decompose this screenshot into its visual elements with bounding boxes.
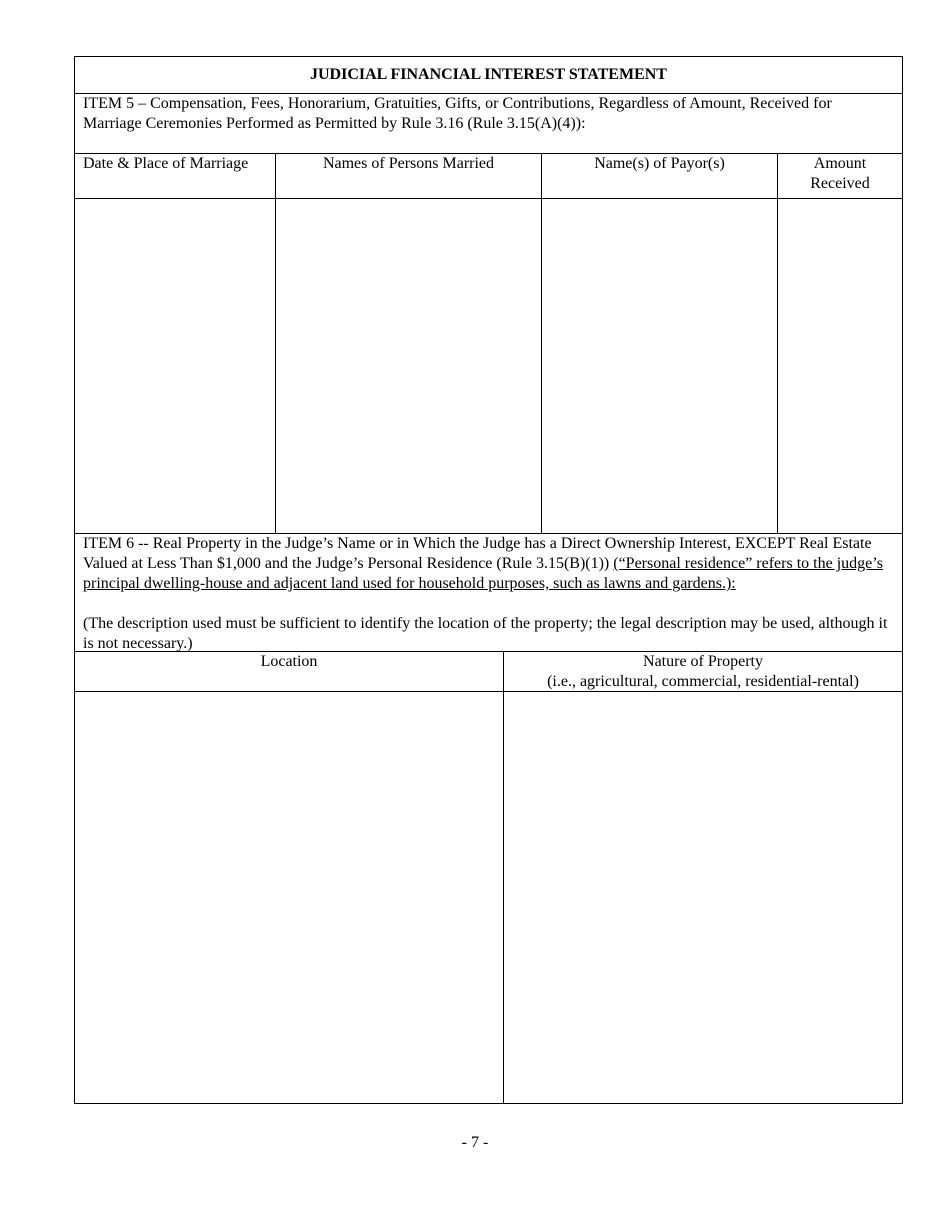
item5-col-date-place: Date & Place of Marriage bbox=[75, 154, 276, 198]
item6-col-location: Location bbox=[75, 652, 504, 691]
item5-date-place-field[interactable] bbox=[75, 199, 276, 533]
item6-description bbox=[75, 534, 902, 652]
item5-header-row bbox=[75, 154, 902, 199]
page-number: - 7 - bbox=[461, 1134, 489, 1151]
item6-description-text: ITEM 6 -- Real Property in the Judge’s Name or in Which the Judge has a Direct Ownership Interest, EXCEPT Real Estate Valued at Less Than $1,000 and the Judge’s Personal Residence (Rule 3.15(B)(1)) bbox=[83, 535, 872, 572]
item5-col-payors: Name(s) of Payor(s) bbox=[542, 154, 778, 198]
item6-personal-residence-note: (“Personal residence” refers to the judge’s principal dwelling-house and adjacent land used for household purposes, such as lawns and gardens.): bbox=[83, 555, 883, 592]
item6-col-nature-line1: Nature of Property bbox=[643, 653, 763, 670]
item5-payors-field[interactable] bbox=[542, 199, 778, 533]
item6-col-nature-line2: (i.e., agricultural, commercial, residential-rental) bbox=[547, 673, 859, 690]
item5-description: ITEM 5 – Compensation, Fees, Honorarium, Gratuities, Gifts, or Contributions, Regardless of Amount, Received for Marriage Ceremonies Performed as Permitted by Rule 3.16 (Rule 3.15(A)(4)): bbox=[75, 94, 902, 154]
item5-col-amount-line2: Received bbox=[810, 175, 870, 192]
item6-nature-field[interactable] bbox=[504, 692, 902, 1103]
item6-col-nature bbox=[504, 652, 902, 691]
item5-persons-married-field[interactable] bbox=[276, 199, 542, 533]
item6-location-field[interactable] bbox=[75, 692, 504, 1103]
item5-col-amount bbox=[778, 154, 902, 198]
item5-entry-area bbox=[75, 199, 902, 534]
item6-header-row bbox=[75, 652, 902, 692]
item6-note: (The description used must be sufficient to identify the location of the property; the legal description may be used, although it is not necessary.) bbox=[83, 615, 888, 652]
form-title: JUDICIAL FINANCIAL INTEREST STATEMENT bbox=[75, 57, 902, 94]
item6-entry-area bbox=[75, 692, 902, 1103]
financial-interest-form bbox=[74, 56, 903, 1104]
item5-col-persons-married: Names of Persons Married bbox=[276, 154, 542, 198]
item5-col-amount-line1: Amount bbox=[813, 155, 867, 172]
item5-amount-field[interactable] bbox=[778, 199, 902, 533]
